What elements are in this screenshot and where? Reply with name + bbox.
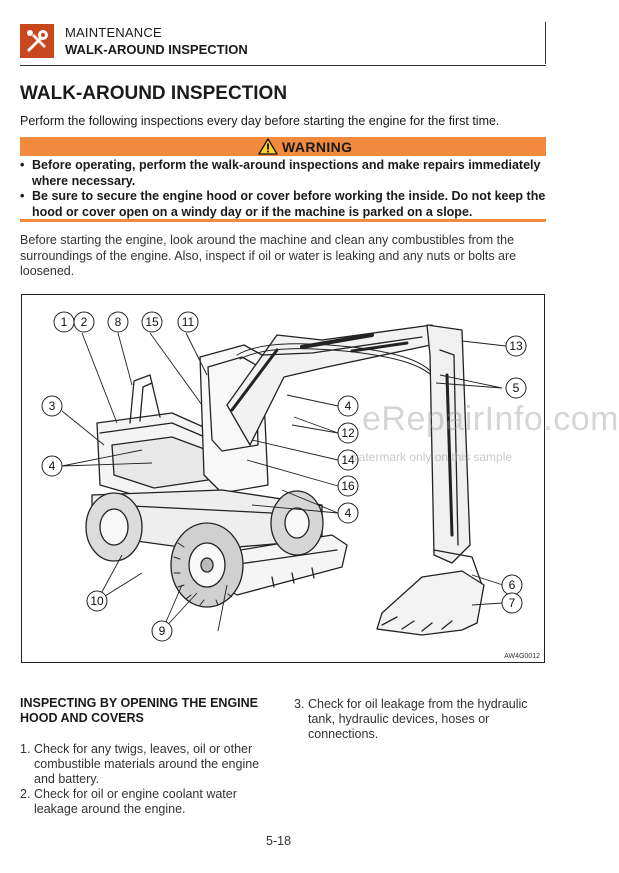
callout-number: 3	[48, 399, 56, 413]
list-item-text: Check for oil leakage from the hydraulic tank, hydraulic devices, hoses or connections.	[308, 697, 528, 741]
header-divider-horizontal	[20, 65, 546, 66]
warning-label: WARNING	[282, 138, 353, 155]
page-number: 5-18	[266, 834, 292, 848]
callout-number: 6	[508, 578, 516, 592]
list-item	[20, 787, 275, 817]
figure-code: AW4G0012	[504, 653, 540, 660]
callout-number: 11	[181, 315, 195, 329]
excavator-figure	[21, 294, 545, 663]
warning-triangle-icon	[258, 138, 278, 155]
warning-item-text: Before operating, perform the walk-around inspections and make repairs immediately where necessary.	[32, 158, 541, 188]
warning-item-text: Be sure to secure the engine hood or cover before working the inside. Do not keep the hood or cover open on a windy day or if the machine is parked on a slope.	[32, 189, 546, 219]
list-item	[20, 742, 275, 787]
inspection-list-right	[294, 697, 540, 742]
intro-text: Perform the following inspections every day before starting the engine for the first time.	[20, 114, 500, 128]
list-item-text: Check for oil or engine coolant water leakage around the engine.	[34, 787, 237, 816]
callout-number: 1	[60, 315, 68, 329]
list-item-number: 3.	[294, 697, 305, 711]
page-header	[20, 22, 545, 64]
warning-banner	[20, 137, 546, 156]
warning-rule	[20, 219, 546, 222]
watermark: eRepairInfo.com	[362, 400, 619, 438]
header-title: WALK-AROUND INSPECTION	[65, 42, 248, 57]
callout-number: 13	[509, 339, 523, 353]
callout-number: 4	[344, 399, 352, 413]
callout-number: 4	[344, 506, 352, 520]
warning-item: • Before operating, perform the walk-around inspections and make repairs immediately where necessary.	[20, 158, 546, 189]
watermark-note: watermark only on this sample	[350, 450, 513, 464]
callout-number: 7	[508, 596, 516, 610]
list-item-number: 2.	[20, 787, 31, 801]
callout-number: 9	[158, 624, 166, 638]
callout-number: 15	[145, 315, 159, 329]
callout-number: 14	[341, 453, 355, 467]
section-heading: INSPECTING BY OPENING THE ENGINE HOOD AND COVERS	[20, 696, 259, 725]
warning-list	[20, 158, 546, 220]
callout-number: 4	[48, 459, 56, 473]
header-divider-vertical	[545, 22, 546, 64]
list-item-number: 1.	[20, 742, 31, 756]
page-title: WALK-AROUND INSPECTION	[20, 83, 288, 104]
callout-number: 2	[80, 315, 88, 329]
list-item-text: Check for any twigs, leaves, oil or other combustible materials around the engine and battery.	[34, 742, 260, 786]
callout-number: 5	[512, 381, 520, 395]
list-item	[294, 697, 540, 742]
inspection-list-left	[20, 742, 275, 817]
callout-number: 16	[341, 479, 355, 493]
excavator-illustration	[22, 295, 546, 664]
callout-number: 10	[90, 594, 104, 608]
wrench-icon	[20, 24, 54, 58]
header-category: MAINTENANCE	[65, 25, 162, 40]
callout-number: 12	[341, 426, 355, 440]
callout-number: 8	[114, 315, 122, 329]
warning-item: • Be sure to secure the engine hood or cover before working the inside. Do not keep the hood or cover open on a windy day or if the machine is parked on a slope.	[20, 189, 546, 219]
body-paragraph: Before starting the engine, look around the machine and clean any combustibles from the surroundings of the engine. Also, inspect if oil or water is leaking and any nuts or bolts are loosened.	[20, 233, 517, 278]
